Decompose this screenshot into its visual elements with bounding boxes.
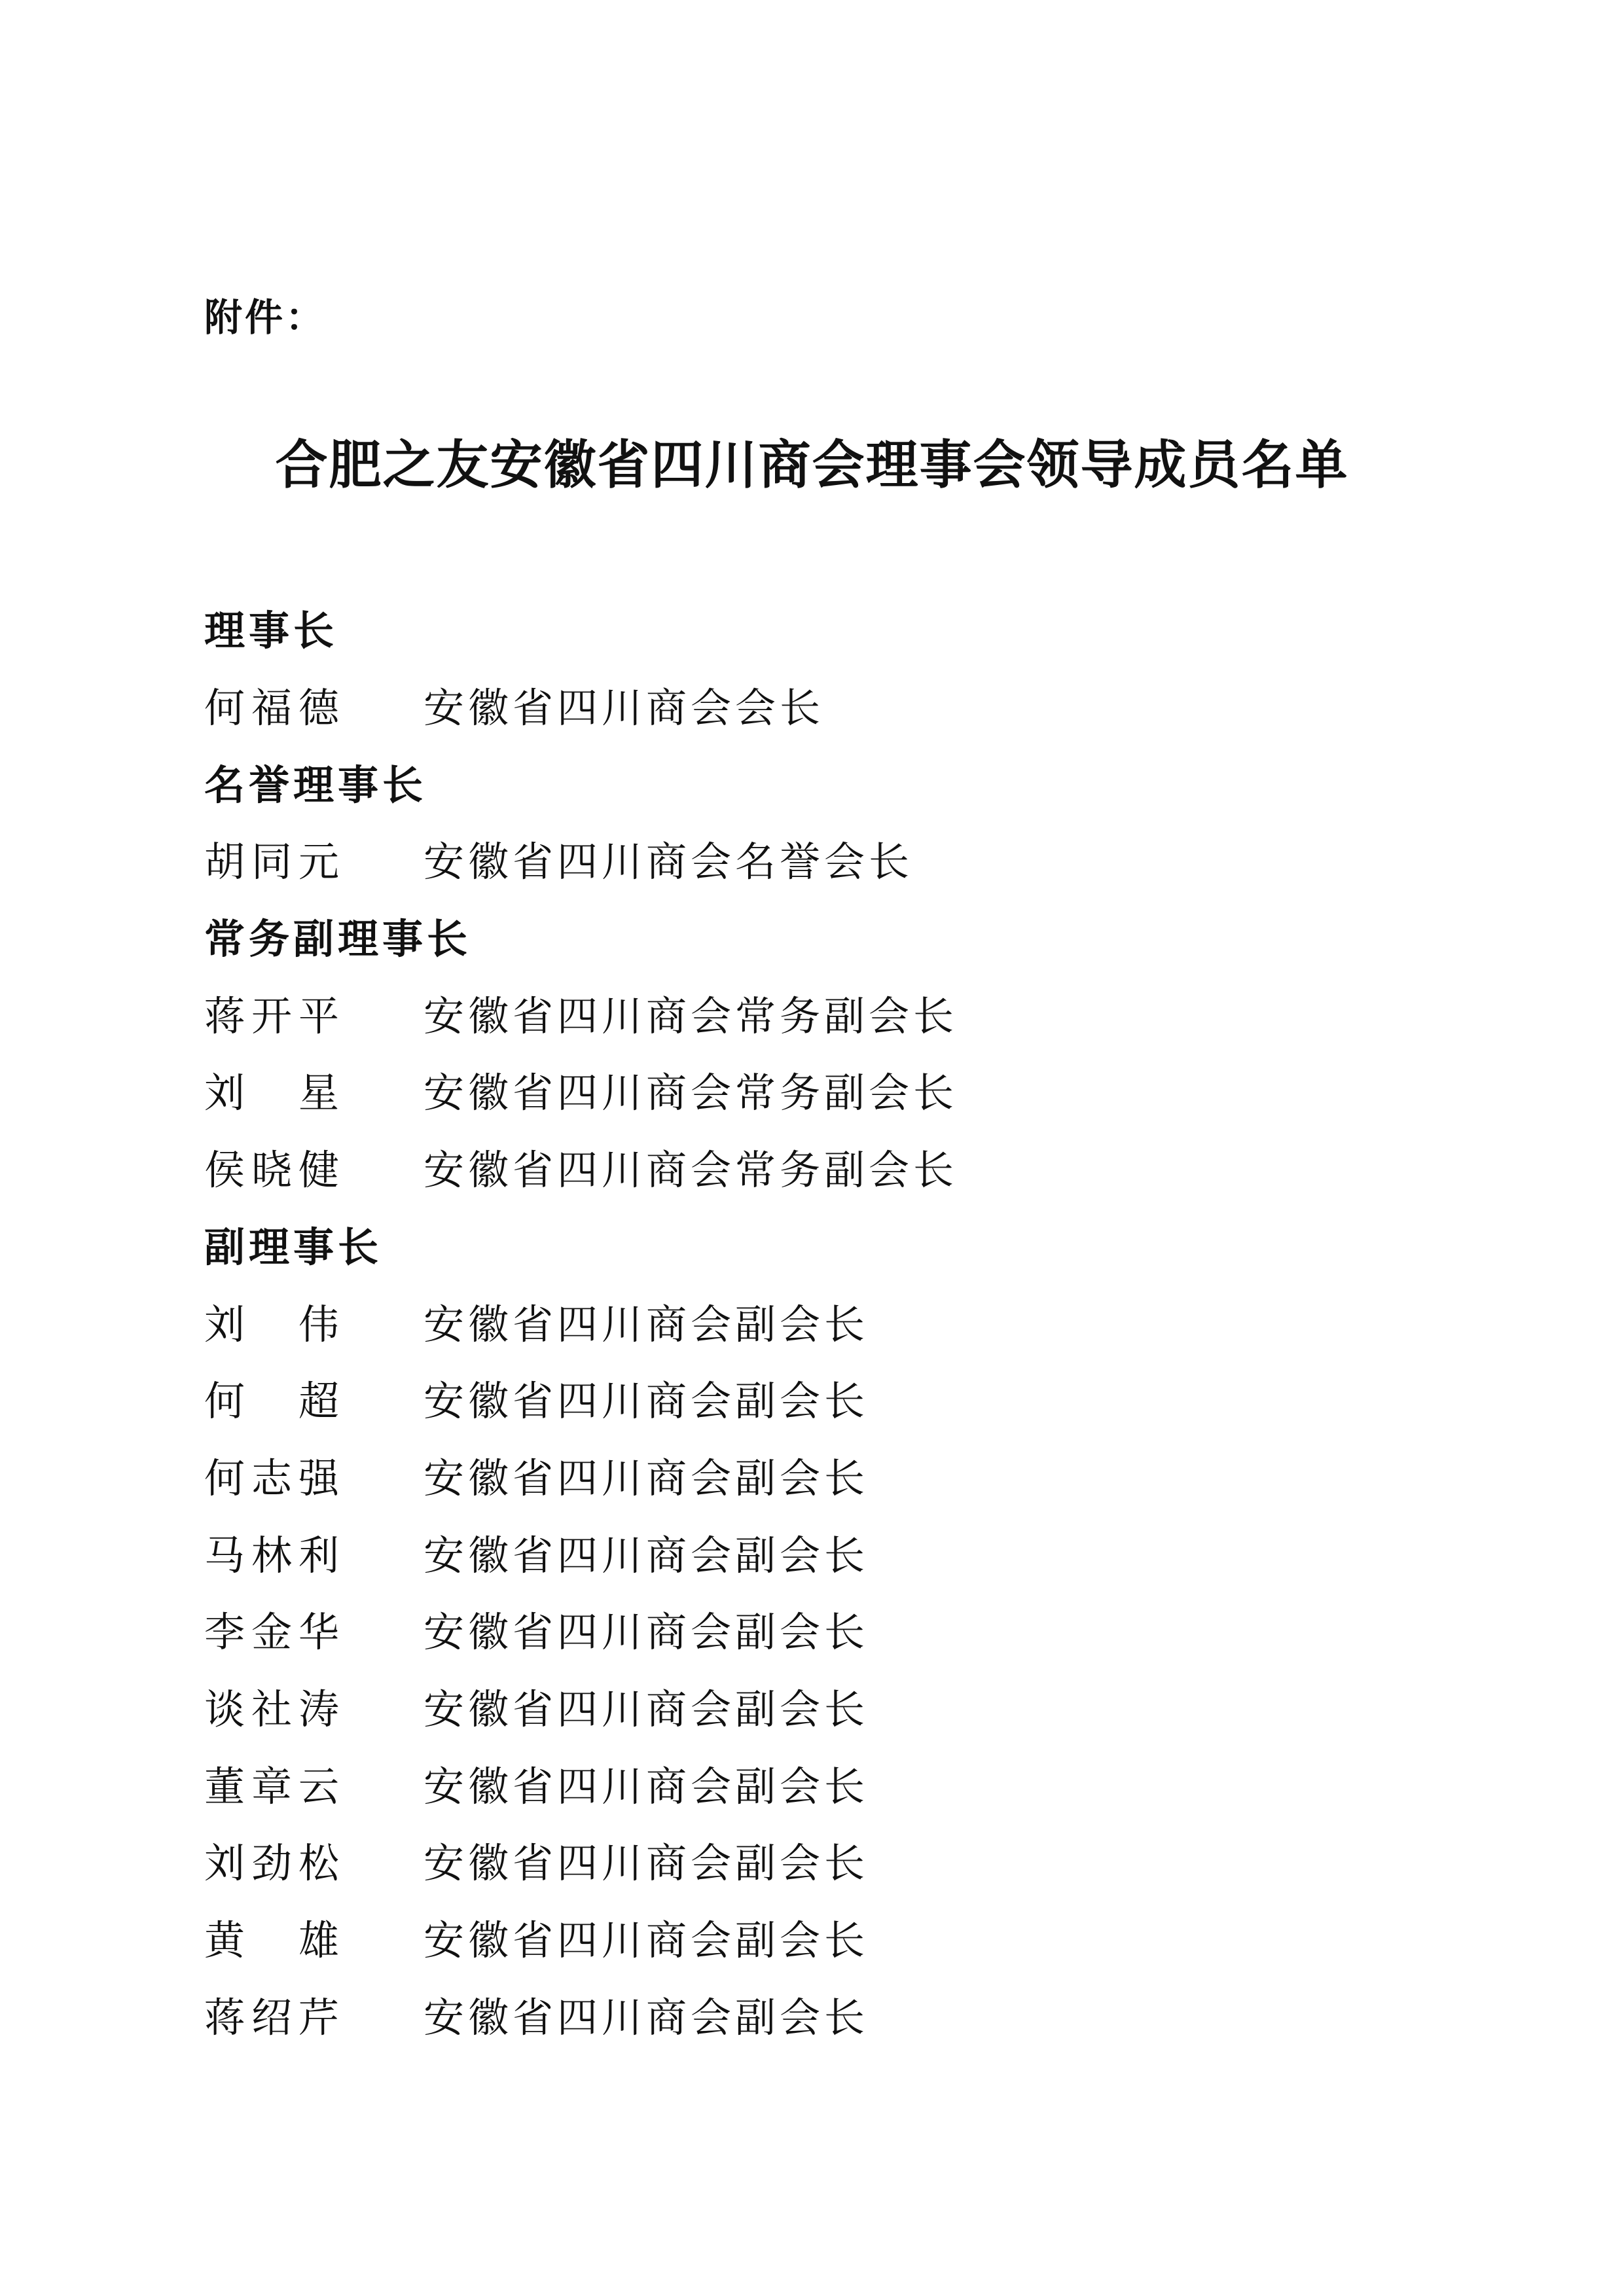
member-row xyxy=(204,1899,1448,1976)
member-row xyxy=(204,1051,1448,1128)
member-row xyxy=(204,1128,1448,1206)
section-heading: 名誉理事长 xyxy=(204,761,427,809)
member-row xyxy=(204,1513,1448,1590)
member-name: 蒋开平 xyxy=(204,992,346,1040)
member-role: 安徽省四川商会副会长 xyxy=(424,1762,869,1810)
document-title: 合肥之友安徽省四川商会理事会领导成员名单 xyxy=(275,434,1349,495)
member-name: 李金华 xyxy=(204,1608,346,1657)
member-name: 刘劲松 xyxy=(204,1839,346,1888)
member-name: 谈社涛 xyxy=(204,1685,346,1733)
member-name: 何 超 xyxy=(204,1377,346,1426)
member-role: 安徽省四川商会副会长 xyxy=(424,1685,869,1733)
section-heading: 理事长 xyxy=(204,607,338,655)
member-name: 黄 雄 xyxy=(204,1916,346,1965)
member-role: 安徽省四川商会副会长 xyxy=(424,1993,869,2041)
member-role: 安徽省四川商会副会长 xyxy=(424,1531,869,1579)
member-row xyxy=(204,666,1448,744)
member-role: 安徽省四川商会副会长 xyxy=(424,1300,869,1348)
member-row xyxy=(204,1282,1448,1359)
member-name: 刘 伟 xyxy=(204,1300,346,1348)
member-row xyxy=(204,1975,1448,2053)
member-row xyxy=(204,974,1448,1051)
member-name: 胡同元 xyxy=(204,838,346,886)
section-heading: 副理事长 xyxy=(204,1223,383,1271)
member-name: 马林利 xyxy=(204,1531,346,1579)
member-row xyxy=(204,1821,1448,1899)
leadership-roster xyxy=(204,589,1448,2053)
attachment-label: 附件： xyxy=(204,295,327,340)
member-name: 董章云 xyxy=(204,1762,346,1810)
member-name: 何福德 xyxy=(204,684,346,732)
member-name: 蒋绍芹 xyxy=(204,1993,346,2041)
member-row xyxy=(204,1437,1448,1514)
member-role: 安徽省四川商会常务副会长 xyxy=(424,1069,958,1117)
member-role: 安徽省四川商会名誉会长 xyxy=(424,838,914,886)
member-role: 安徽省四川商会常务副会长 xyxy=(424,1146,958,1194)
member-name: 何志强 xyxy=(204,1454,346,1502)
member-name: 侯晓健 xyxy=(204,1146,346,1194)
member-role: 安徽省四川商会副会长 xyxy=(424,1608,869,1657)
member-role: 安徽省四川商会副会长 xyxy=(424,1377,869,1426)
member-row xyxy=(204,1590,1448,1668)
member-name: 刘 星 xyxy=(204,1069,346,1117)
member-role: 安徽省四川商会副会长 xyxy=(424,1454,869,1502)
member-row xyxy=(204,1359,1448,1437)
member-role: 安徽省四川商会常务副会长 xyxy=(424,992,958,1040)
member-row xyxy=(204,820,1448,897)
member-role: 安徽省四川商会副会长 xyxy=(424,1916,869,1965)
member-role: 安徽省四川商会副会长 xyxy=(424,1839,869,1888)
member-row xyxy=(204,1668,1448,1745)
member-role: 安徽省四川商会会长 xyxy=(424,684,825,732)
section-heading: 常务副理事长 xyxy=(204,915,472,963)
member-row xyxy=(204,1744,1448,1821)
